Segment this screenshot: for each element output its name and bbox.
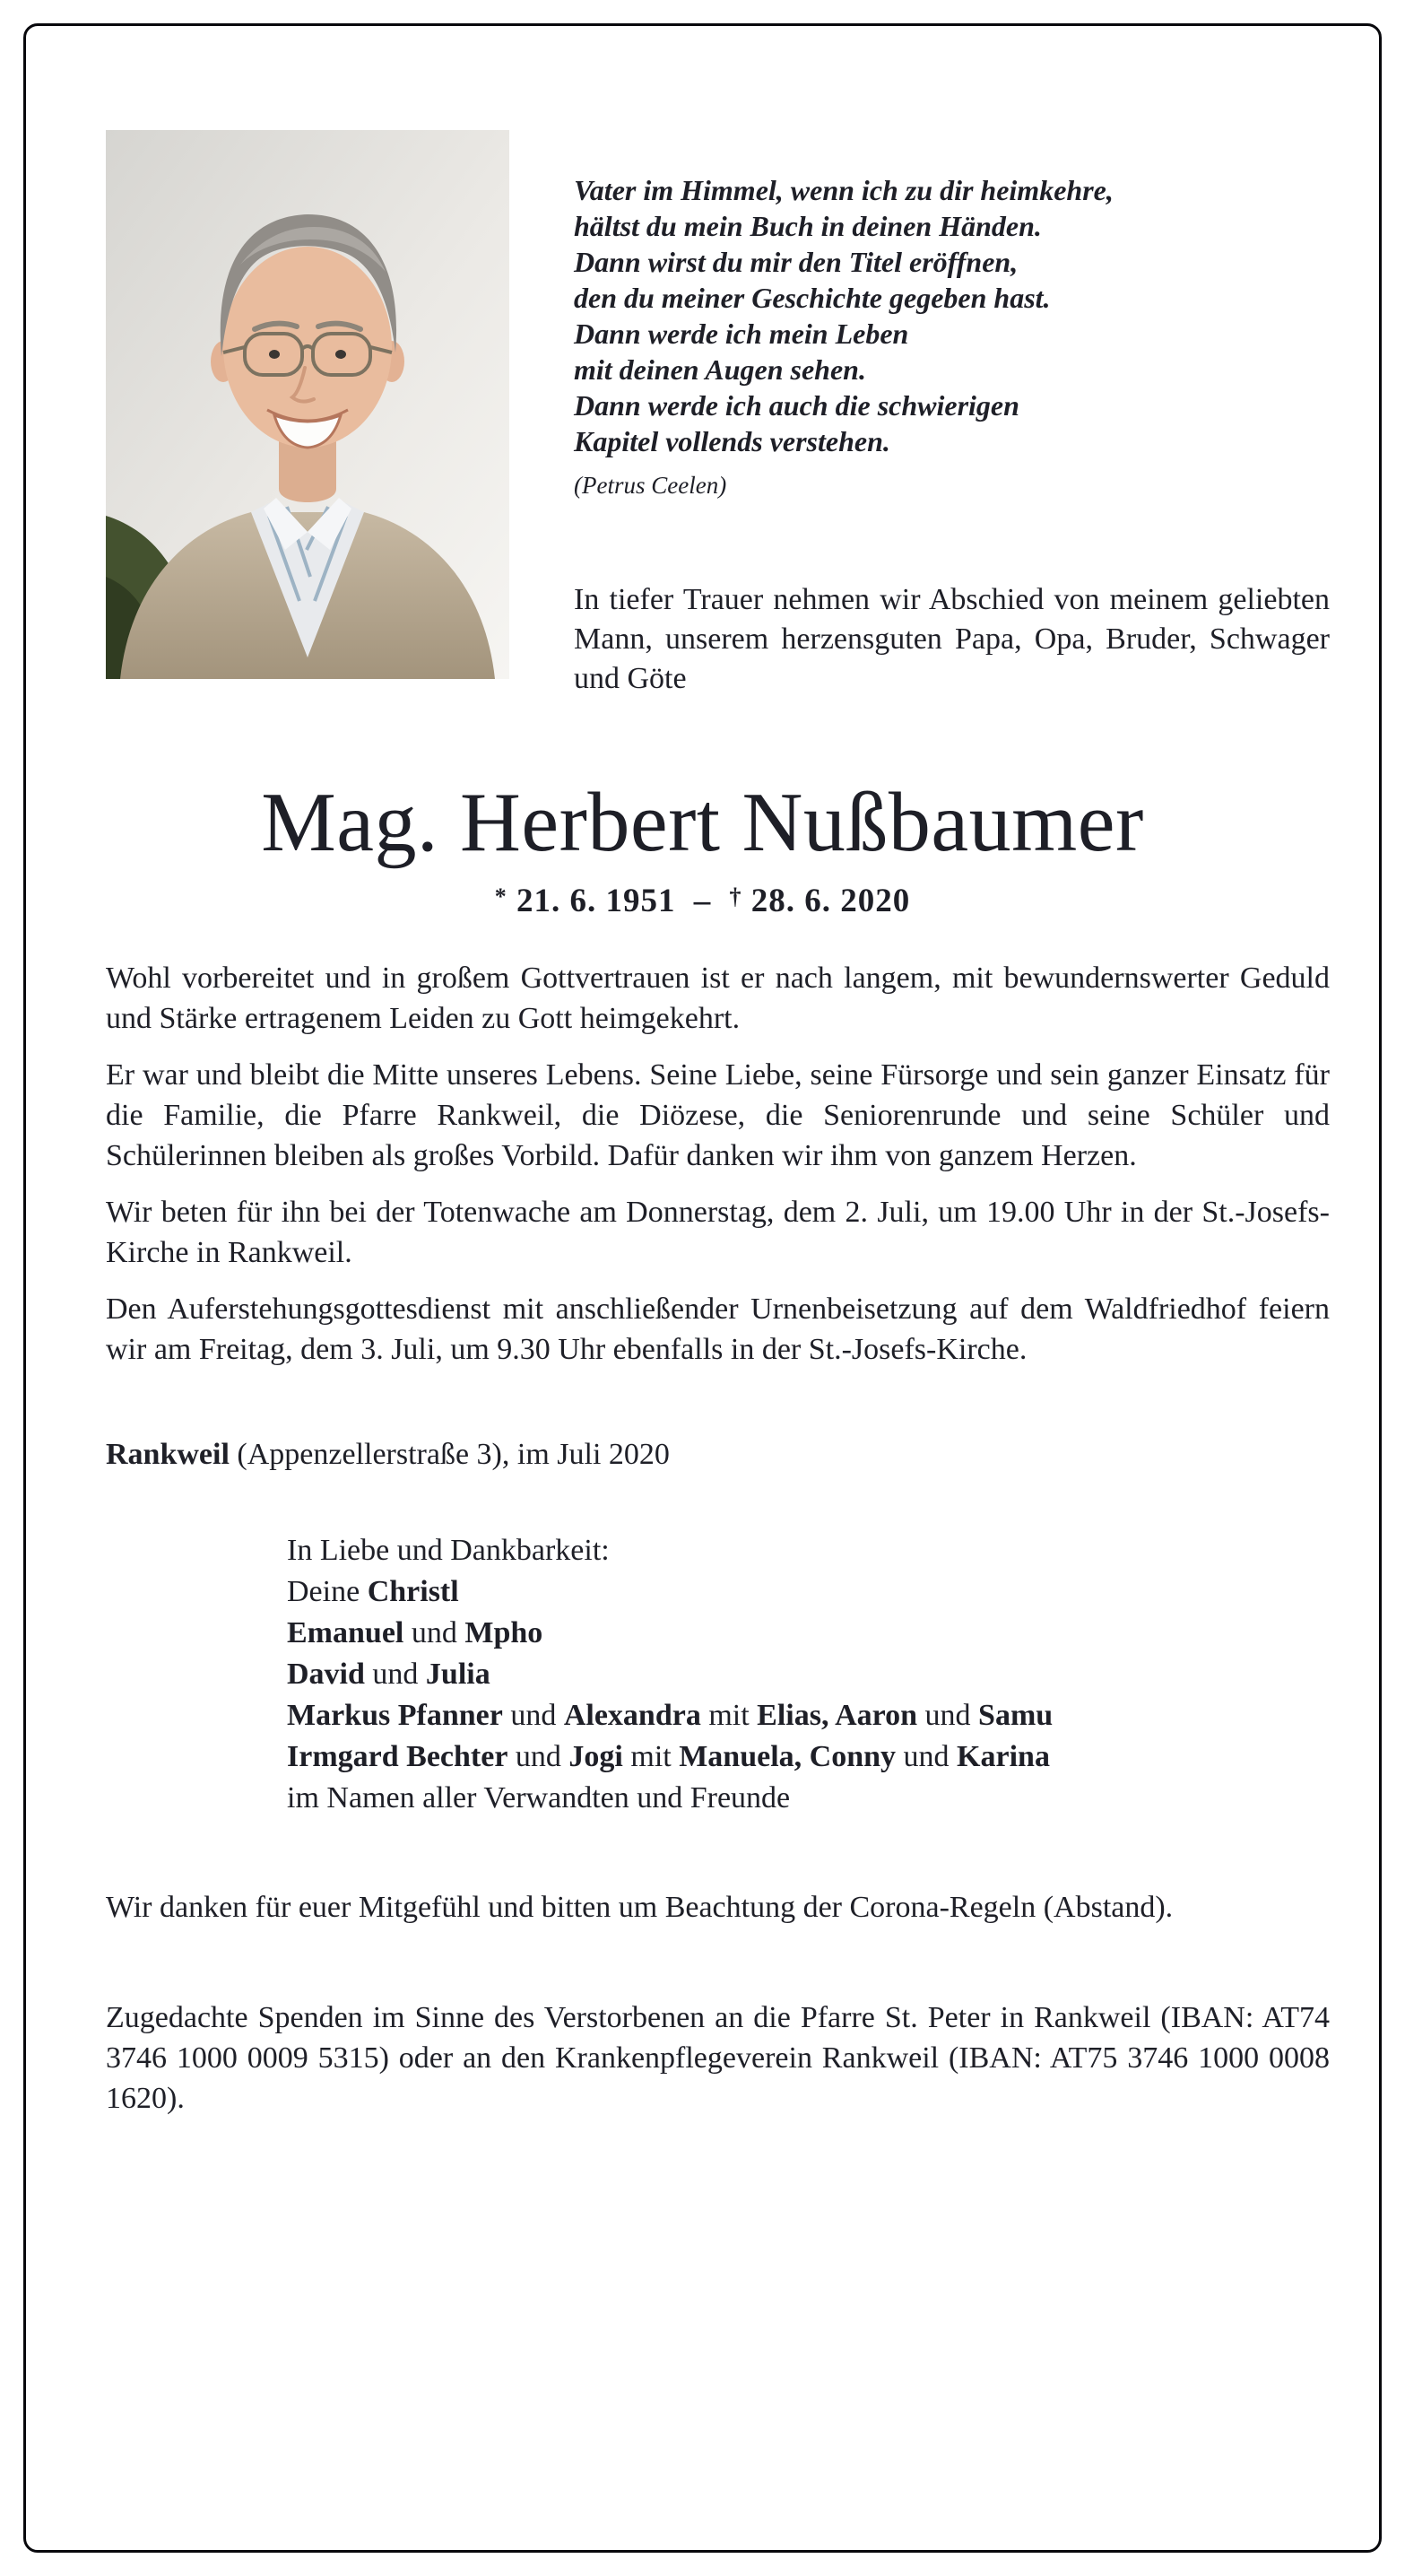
place-dateline-line [106, 1434, 1330, 1475]
poem-line: Dann werde ich mein Leben [574, 318, 909, 350]
place-dateline [106, 1434, 1330, 1475]
poem-line: Kapitel vollends verstehen. [574, 425, 890, 457]
family-list-line [287, 1654, 1330, 1695]
text-segment: und [917, 1698, 979, 1732]
text-segment: Markus Pfanner [287, 1698, 503, 1732]
poem-line: Dann werde ich auch die schwierigen [574, 389, 1019, 422]
portrait-photo [106, 130, 509, 679]
death-symbol: † [729, 883, 742, 909]
text-segment: im Namen aller Verwandten und Freunde [287, 1780, 791, 1815]
paragraph-homecoming: Wohl vorbereitet und in großem Gottvertrauen ist er nach langem, mit bewundernswerter Geduld und Stärke ertragenem Leiden zu Gott heimgekehrt. [106, 961, 1330, 1035]
death-date: 28. 6. 2020 [750, 882, 911, 919]
dates-separator: – [693, 882, 712, 919]
poem-attribution: (Petrus Ceelen) [574, 472, 727, 499]
text-segment: Elias, Aaron [757, 1698, 918, 1732]
text-segment: Julia [425, 1657, 490, 1691]
poem-line: Dann wirst du mir den Titel eröffnen, [574, 246, 1019, 278]
text-segment: Deine [287, 1574, 368, 1608]
poem-line: mit deinen Augen sehen. [574, 353, 866, 386]
text-segment: und [507, 1739, 569, 1773]
text-segment: und [502, 1698, 564, 1732]
text-segment: und [896, 1739, 958, 1773]
family-list-line [287, 1778, 1330, 1819]
paragraph-tribute: Er war und bleibt die Mitte unseres Lebens. Seine Liebe, seine Fürsorge und sein ganzer Einsatz für die Familie, die Pfarre Rankweil, die Diözese, die Seniorenrunde und seine Schüler und Schülerinnen bleiben als großes Vorbild. Dafür danken wir ihm von ganzem Herzen. [106, 1057, 1330, 1172]
paragraph-wake: Wir beten für ihn bei der Totenwache am Donnerstag, dem 2. Juli, um 19.00 Uhr in der St.-Josefs-Kirche in Rankweil. [106, 1195, 1330, 1269]
text-segment: Manuela, Conny [679, 1739, 897, 1773]
portrait-illustration [106, 130, 509, 679]
family-list-line [287, 1571, 1330, 1613]
text-segment: Mpho [464, 1615, 543, 1649]
text-segment: Karina [957, 1739, 1050, 1773]
family-list-line [287, 1736, 1330, 1778]
name-block [0, 778, 1405, 920]
poem-line: Vater im Himmel, wenn ich zu dir heimkehre, [574, 174, 1114, 206]
poem-line: hältst du mein Buch in deinen Händen. [574, 210, 1042, 242]
family-list [287, 1530, 1330, 1819]
text-segment: Christl [367, 1574, 459, 1608]
top-section [106, 130, 1330, 699]
family-list-line [287, 1695, 1330, 1736]
text-segment: (Appenzellerstraße 3), im Juli 2020 [229, 1437, 670, 1471]
paragraph-donations: Zugedachte Spenden im Sinne des Verstorbenen an die Pfarre St. Peter in Rankweil (IBAN: AT74 3746 1000 0009 5315) oder an den Krankenpflegeverein Rankweil (IBAN: AT75 3746 1000 0008 1620). [106, 2000, 1330, 2115]
text-segment: Irmgard Bechter [287, 1739, 508, 1773]
poem-and-intro-column [574, 130, 1330, 699]
text-segment: und [403, 1615, 465, 1649]
poem [574, 172, 1330, 459]
text-segment: mit [700, 1698, 758, 1732]
life-dates [0, 882, 1405, 920]
paragraph-funeral: Den Auferstehungsgottesdienst mit anschließender Urnenbeisetzung auf dem Waldfriedhof feiern wir am Freitag, dem 3. Juli, um 9.30 Uhr ebenfalls in der St.-Josefs-Kirche. [106, 1292, 1330, 1366]
birth-date: 21. 6. 1951 [516, 882, 676, 919]
birth-symbol: * [494, 883, 507, 909]
deceased-name: Mag. Herbert Nußbaumer [261, 776, 1144, 869]
text-segment: Rankweil [106, 1437, 230, 1471]
text-segment: Samu [978, 1698, 1054, 1732]
poem-line: den du meiner Geschichte gegeben hast. [574, 282, 1051, 314]
text-segment: Alexandra [563, 1698, 701, 1732]
text-segment: Emanuel [287, 1615, 404, 1649]
family-list-line [287, 1613, 1330, 1654]
text-segment: Jogi [568, 1739, 623, 1773]
mourning-intro: In tiefer Trauer nehmen wir Abschied von meinem geliebten Mann, unserem herzensguten Papa, Opa, Bruder, Schwager und Göte [574, 583, 1330, 695]
text-segment: David [287, 1657, 365, 1691]
text-segment: In Liebe und Dankbarkeit: [287, 1533, 610, 1567]
text-segment: und [364, 1657, 426, 1691]
text-segment: mit [622, 1739, 680, 1773]
family-list-line [287, 1530, 1330, 1571]
paragraph-thanks: Wir danken für euer Mitgefühl und bitten um Beachtung der Corona-Regeln (Abstand). [106, 1890, 1174, 1924]
